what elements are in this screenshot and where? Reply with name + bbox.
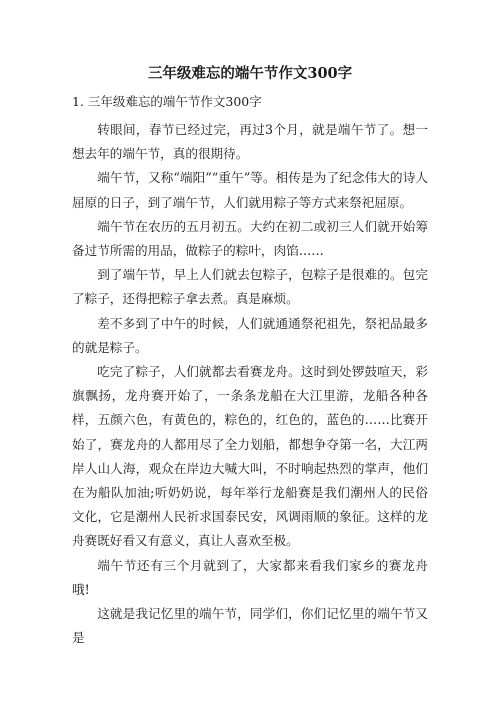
essay-body xyxy=(72,118,428,650)
section-heading: 1. 三年级难忘的端午节作文300字 xyxy=(72,94,262,109)
paragraph: 差不多到了中午的时候，人们就通通祭祀祖先，祭祀品最多的就是粽子。 xyxy=(72,315,428,355)
paragraph: 到了端午节，早上人们就去包粽子，包粽子是很难的。包完了粽子，还得把粽子拿去煮。真是麻烦。 xyxy=(72,267,428,307)
paragraph: 端午节在农历的五月初五。大约在初二或初三人们就开始筹备过节所需的用品，做粽子的粽叶，肉馅…… xyxy=(72,218,428,259)
paragraph: 吃完了粽子，人们就都去看赛龙舟。这时到处锣鼓喧天，彩旗飘扬，龙舟赛开始了，一条条龙船在大江里游，龙船各种各样，五颜六色，有黄色的，粽色的，红色的，蓝色的……比赛开始了，赛龙舟的人都用尽了全力划船，都想争夺第一名，大江两岸人山人海，观众在岸边大喊大叫，不时响起热烈的掌声，他们在为船队加油;听奶奶说，每年举行龙船赛是我们潮州人的民俗文化，它是潮州人民祈求国泰民安，风调雨顺的象征。这样的龙舟赛既好看又有意义，真让人喜欢至极。 xyxy=(72,364,428,549)
paragraph: 端午节，又称“端阳”“重午”等。相传是为了纪念伟大的诗人屈原的日子，到了端午节，人们就用粽子等方式来祭祀屈原。 xyxy=(72,170,428,210)
document-title: 三年级难忘的端午节作文300字 xyxy=(147,65,353,82)
paragraph: 这就是我记忆里的端午节，同学们，你们记忆里的端午节又是 xyxy=(72,606,428,646)
paragraph: 转眼间，春节已经过完，再过3个月，就是端午节了。想一想去年的端午节，真的很期待。 xyxy=(72,122,428,162)
paragraph: 端午节还有三个月就到了，大家都来看我们家乡的赛龙舟哦! xyxy=(72,557,428,597)
